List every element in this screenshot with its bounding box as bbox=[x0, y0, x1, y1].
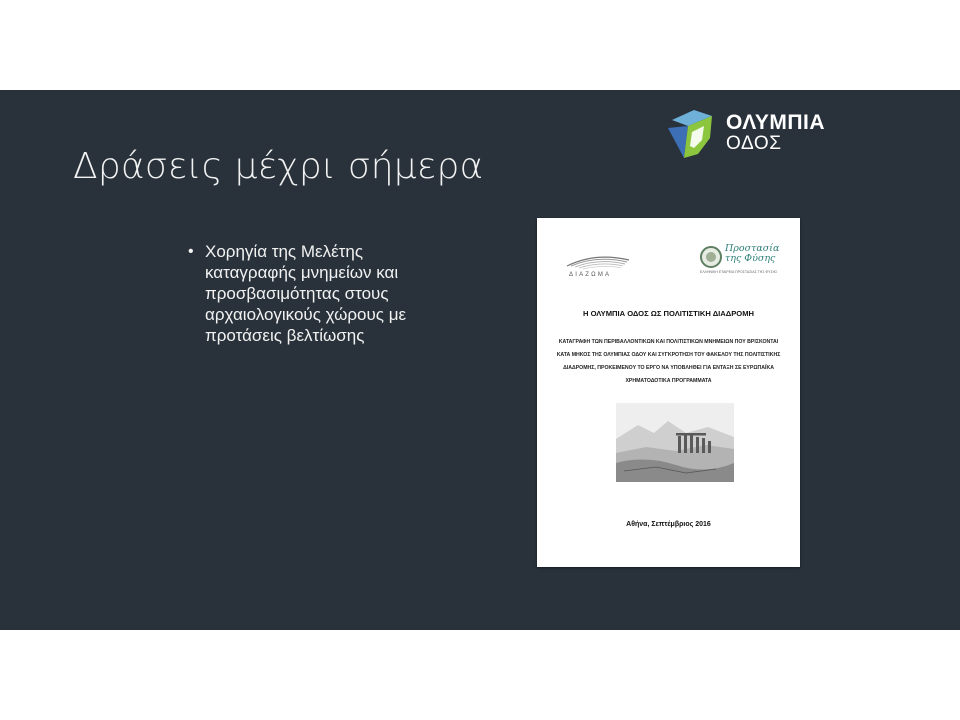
slide-title: Δράσεις μέχρι σήμερα bbox=[73, 146, 484, 187]
logo-subtitle: ΟΔΟΣ bbox=[726, 133, 782, 154]
olympia-odos-emblem-icon bbox=[664, 106, 720, 162]
prostasia-logo bbox=[700, 244, 780, 278]
diazoma-logo-icon bbox=[565, 250, 631, 272]
temple-ruins-engraving-icon bbox=[616, 403, 734, 482]
bullet-item bbox=[188, 241, 448, 346]
prostasia-logo-subtitle: ΕΛΛΗΝΙΚΗ ΕΤΑΙΡΕΙΑ ΠΡΟΣΤΑΣΙΑΣ ΤΗΣ ΦΥΣΗΣ bbox=[700, 270, 778, 274]
prostasia-logo-text: Προστασία της Φύσης bbox=[725, 243, 780, 264]
document-title: Η ΟΛΥΜΠΙΑ ΟΔΟΣ ΩΣ ΠΟΛΙΤΙΣΤΙΚΗ ΔΙΑΔΡΟΜΗ bbox=[582, 309, 755, 318]
prostasia-seal-icon bbox=[700, 246, 722, 268]
document-description: ΚΑΤΑΓΡΑΦΗ ΤΩΝ ΠΕΡΙΒΑΛΛΟΝΤΙΚΩΝ ΚΑΙ ΠΟΛΙΤΙΣΤΙΚΩΝ ΜΝΗΜΕΙΩΝ ΠΟΥ ΒΡΙΣΚΟΝΤΑΙ ΚΑΤΑ ΜΗΚΟΣ ΤΗΣ ΟΛΥΜΠΙΑΣ ΟΔΟΥ ΚΑΙ ΣΥΓΚΡΟΤΗΣΗ ΤΟΥ ΦΑΚΕΛΟΥ ΤΗΣ ΠΟΛΙΤΙΣΤΙΚΗΣ ΔΙΑΔΡΟΜΗΣ, ΠΡΟΚΕΙΜΕΝΟΥ ΤΟ ΕΡΓΟ ΝΑ ΥΠΟΒΛΗΘΕΙ ΓΙΑ ΕΝΤΑΞΗ ΣΕ ΕΥΡΩΠΑΪΚΑ ΧΡΗΜΑΤΟΔΟΤΙΚΑ ΠΡΟΓΡΑΜΜΑΤΑ bbox=[556, 339, 781, 384]
logo-name: ΟΛΥΜΠΙΑ bbox=[726, 111, 826, 134]
olympia-odos-logo bbox=[664, 106, 834, 162]
document-date: Αθήνα, Σεπτέμβριος 2016 bbox=[626, 521, 711, 528]
bullet-list bbox=[188, 241, 448, 346]
document-cover bbox=[537, 218, 800, 567]
bullet-dot: • bbox=[188, 243, 194, 260]
bullet-text: Χορηγία της Μελέτης καταγραφής μνημείων και προσβασιμότητας στους αρχαιολογικούς χώρους με προτάσεις βελτίωσης bbox=[205, 242, 407, 345]
diazoma-logo-text: ΔΙΑΖΩΜΑ bbox=[569, 272, 612, 278]
slide bbox=[0, 90, 960, 630]
